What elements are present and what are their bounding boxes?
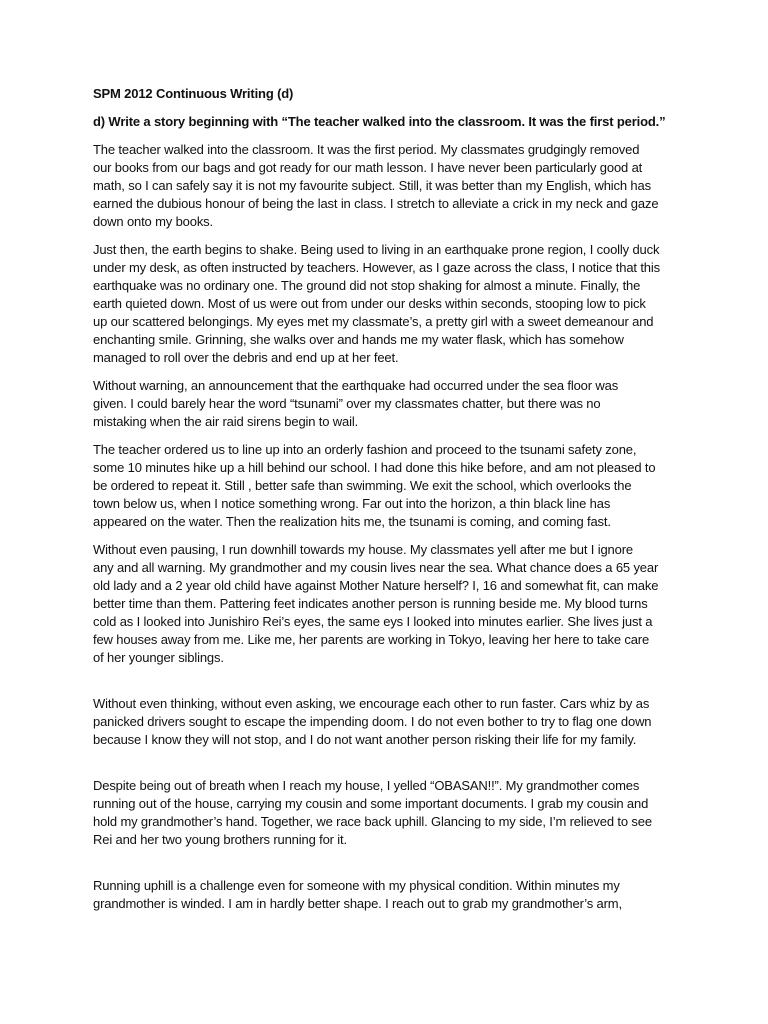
paragraph-line: any and all warning. My grandmother and my cousin lives near the sea. What chance does a 65 year [93,560,659,575]
paragraph-line: under my desk, as often instructed by teachers. However, as I gaze across the class, I notice that this [93,260,660,275]
paragraph-line: because I know they will not stop, and I do not want another person risking their life for my family. [93,732,637,747]
paragraph-line: managed to roll over the debris and end up at her feet. [93,350,399,365]
essay-paragraph [93,777,683,849]
paragraph-line: The teacher ordered us to line up into an orderly fashion and proceed to the tsunami safety zone, [93,442,637,457]
paragraph-line: appeared on the water. Then the realization hits me, the tsunami is coming, and coming fast. [93,514,611,529]
paragraph-line: enchanting smile. Grinning, she walks over and hands me my water flask, which has somehow [93,332,624,347]
paragraph-line: better time than them. Pattering feet indicates another person is running beside me. My blood turns [93,596,648,611]
document-heading: SPM 2012 Continuous Writing (d) [93,86,294,101]
paragraph-line: Just then, the earth begins to shake. Being used to living in an earthquake prone region, I coolly duck [93,242,660,257]
paragraph-line: Without even pausing, I run downhill towards my house. My classmates yell after me but I ignore [93,542,633,557]
essay-paragraph [93,141,683,231]
paragraph-line: mistaking when the air raid sirens begin to wail. [93,414,359,429]
paragraph-line: cold as I looked into Junishiro Rei’s eyes, the same eys I looked into minutes earlier. She lives just a [93,614,653,629]
essay-prompt: d) Write a story beginning with “The teacher walked into the classroom. It was the first period.” [93,114,666,129]
paragraph-line: town below us, when I notice something wrong. Far out into the horizon, a thin black line has [93,496,611,511]
paragraph-line: of her younger siblings. [93,650,224,665]
paragraph-line: Without even thinking, without even asking, we encourage each other to run faster. Cars whiz by as [93,696,650,711]
paragraph-line: earthquake was no ordinary one. The ground did not stop shaking for almost a minute. Finally, the [93,278,641,293]
essay-paragraph [93,695,683,749]
paragraph-line: down onto my books. [93,214,213,229]
paragraph-line: Without warning, an announcement that the earthquake had occurred under the sea floor was [93,378,619,393]
paragraph-line: earned the dubious honour of being the last in class. I stretch to alleviate a crick in my neck and gaze [93,196,659,211]
paragraph-line: math, so I can safely say it is not my favourite subject. Still, it was better than my English, which has [93,178,651,193]
paragraph-line: be ordered to repeat it. Still , better safe than swimming. We exit the school, which overlooks the [93,478,632,493]
paragraph-line: old lady and a 2 year old child have against Mother Nature herself? I, 16 and somewhat fit, can make [93,578,659,593]
paragraph-line: Running uphill is a challenge even for someone with my physical condition. Within minutes my [93,878,620,893]
document-page [93,85,683,923]
paragraph-line: few houses away from me. Like me, her parents are working in Tokyo, leaving her here to take care [93,632,650,647]
essay-paragraph [93,441,683,531]
essay-paragraph [93,377,683,431]
essay-paragraph [93,541,683,667]
paragraph-line: grandmother is winded. I am in hardly better shape. I reach out to grab my grandmother’s arm, [93,896,622,911]
paragraph-line: our books from our bags and got ready for our math lesson. I have never been particularly good at [93,160,643,175]
paragraph-line: given. I could barely hear the word “tsunami” over my classmates chatter, but there was no [93,396,601,411]
essay-paragraph [93,877,683,913]
paragraph-line: Rei and her two young brothers running for it. [93,832,347,847]
paragraph-line: earth quieted down. Most of us were out from under our desks within seconds, stooping low to pick [93,296,646,311]
paragraph-line: some 10 minutes hike up a hill behind our school. I had done this hike before, and am not pleased to [93,460,656,475]
paragraph-line: up our scattered belongings. My eyes met my classmate’s, a pretty girl with a sweet demeanour and [93,314,654,329]
essay-body [93,141,683,913]
paragraph-line: running out of the house, carrying my cousin and some important documents. I grab my cousin and [93,796,649,811]
paragraph-line: The teacher walked into the classroom. It was the first period. My classmates grudgingly removed [93,142,640,157]
paragraph-line: Despite being out of breath when I reach my house, I yelled “OBASAN!!”. My grandmother comes [93,778,640,793]
paragraph-line: hold my grandmother’s hand. Together, we race back uphill. Glancing to my side, I’m relieved to see [93,814,652,829]
essay-paragraph [93,241,683,367]
paragraph-line: panicked drivers sought to escape the impending doom. I do not even bother to try to flag one down [93,714,652,729]
